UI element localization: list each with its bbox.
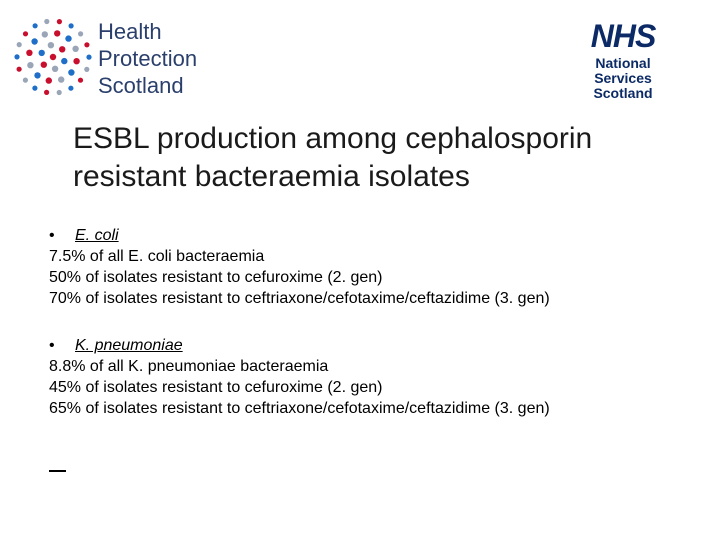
logo-dot — [33, 23, 38, 28]
logo-dot — [69, 23, 74, 28]
logo-dot — [73, 58, 79, 64]
hps-logo-line-2: Protection — [98, 46, 198, 71]
stat-line: 65% of isolates resistant to ceftriaxone/cefotaxime/ceftazidime (3. gen) — [49, 400, 550, 417]
logo-dot — [23, 78, 28, 83]
logo-dot — [44, 90, 49, 95]
logo-dot — [23, 31, 28, 36]
logo-dot — [84, 67, 89, 72]
nhs-mark: NHS — [590, 18, 656, 54]
hps-dots-emblem — [12, 16, 94, 98]
organism-name: E. coli — [75, 227, 119, 244]
hps-logo-line-1: Health — [98, 19, 162, 44]
stat-line: 7.5% of all E. coli bacteraemia — [49, 248, 265, 265]
logo-dot — [68, 69, 74, 75]
logo-dot — [41, 62, 47, 68]
nhs-logo-line-3: Scotland — [593, 85, 653, 101]
bullet-line — [49, 225, 699, 246]
organism-name: K. pneumoniae — [75, 337, 183, 354]
hps-logo-line-3: Scotland — [98, 73, 184, 98]
logo-dot — [72, 46, 78, 52]
logo-dot — [26, 50, 32, 56]
logo-dot — [65, 35, 71, 41]
bullet-dot: • — [49, 227, 55, 244]
bullet-dot: • — [49, 337, 55, 354]
logo-dot — [50, 54, 56, 60]
slide-title-line-2: resistant bacteraemia isolates — [73, 160, 470, 193]
logo-dot — [61, 58, 67, 64]
logo-dot — [42, 31, 48, 37]
nhs-logo-line-2: Services — [594, 70, 652, 86]
section-e-coli — [49, 225, 699, 309]
bullet-line — [49, 335, 699, 356]
logo-dot — [78, 31, 83, 36]
logo-dot — [14, 54, 19, 59]
logo-dot — [78, 78, 83, 83]
logo-dot — [17, 67, 22, 72]
logo-dot — [31, 38, 37, 44]
logo-dot — [59, 46, 65, 52]
hps-logo-text — [98, 18, 197, 99]
logo-dot — [34, 72, 40, 78]
section-k-pneumoniae — [49, 335, 699, 419]
logo-dot — [57, 90, 62, 95]
logo-dot — [84, 42, 89, 47]
nhs-logo-subtext — [578, 56, 668, 101]
logo-dot — [58, 76, 64, 82]
stat-line: 50% of isolates resistant to cefuroxime (2. gen) — [49, 269, 383, 286]
logo-dot — [46, 77, 52, 83]
logo-dot — [48, 42, 54, 48]
logo-dot — [57, 19, 62, 24]
slide-content — [49, 225, 699, 445]
slide-title — [73, 120, 673, 196]
logo-dot — [32, 86, 37, 91]
nhs-national-services-scotland-logo — [578, 20, 668, 112]
stat-line: 8.8% of all K. pneumoniae bacteraemia — [49, 358, 329, 375]
stat-line: 70% of isolates resistant to ceftriaxone/cefotaxime/ceftazidime (3. gen) — [49, 290, 550, 307]
logo-dot — [44, 19, 49, 24]
logo-dot — [54, 30, 60, 36]
logo-dot — [39, 50, 45, 56]
slide-underline-mark — [49, 470, 66, 472]
health-protection-scotland-logo — [12, 16, 212, 98]
nhs-logo-line-1: National — [595, 55, 651, 71]
logo-dot — [68, 86, 73, 91]
slide-title-line-1: ESBL production among cephalosporin — [73, 122, 593, 155]
logo-dot — [27, 62, 33, 68]
logo-dot — [86, 55, 91, 60]
logo-dot — [52, 66, 58, 72]
logo-dot — [17, 42, 22, 47]
stat-line: 45% of isolates resistant to cefuroxime (2. gen) — [49, 379, 383, 396]
